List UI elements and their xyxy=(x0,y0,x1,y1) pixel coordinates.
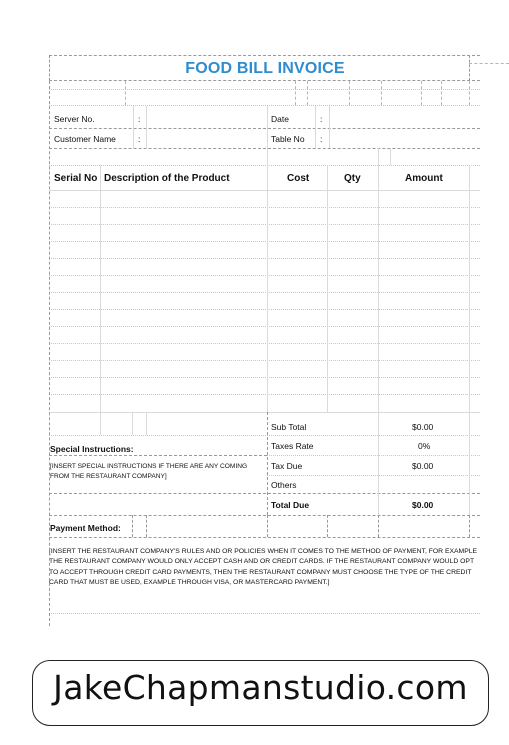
grid-line xyxy=(49,105,480,106)
column-qty: Qty xyxy=(344,173,361,184)
grid-line xyxy=(132,412,133,435)
table-row xyxy=(49,326,480,327)
grid-line xyxy=(146,106,147,148)
invoice-title: FOOD BILL INVOICE xyxy=(185,60,345,77)
customer-colon: : xyxy=(138,134,141,144)
grid-line xyxy=(469,515,470,537)
grid-line xyxy=(49,613,480,614)
invoice-sheet xyxy=(49,55,480,587)
grid-line xyxy=(49,190,480,191)
grid-line xyxy=(146,412,147,435)
table-row xyxy=(49,394,480,395)
column-amount: Amount xyxy=(405,173,443,184)
table-row xyxy=(49,207,480,208)
grid-line xyxy=(49,128,480,129)
table-row xyxy=(49,292,480,293)
grid-line xyxy=(267,515,268,537)
special-instructions-label: Special Instructions: xyxy=(50,444,134,454)
column-cost: Cost xyxy=(287,173,310,184)
others-label: Others xyxy=(271,480,297,490)
tax-due-value: $0.00 xyxy=(412,461,434,471)
grid-line xyxy=(49,165,480,166)
grid-line xyxy=(421,81,422,105)
grid-line xyxy=(100,165,101,412)
column-description: Description of the Product xyxy=(104,173,230,184)
sheet-left-border xyxy=(49,81,50,626)
watermark-box xyxy=(32,660,489,726)
grid-line xyxy=(125,81,126,105)
grid-line xyxy=(329,106,330,148)
table-row xyxy=(49,309,480,310)
table-row xyxy=(49,241,480,242)
grid-line xyxy=(49,455,267,456)
payment-method-label: Payment Method: xyxy=(50,523,121,533)
grid-line xyxy=(441,81,442,105)
server-colon: : xyxy=(138,114,141,124)
grid-line xyxy=(469,165,470,412)
grid-line xyxy=(267,148,268,165)
total-due-value: $0.00 xyxy=(412,500,434,510)
taxes-rate-value: 0% xyxy=(418,441,431,451)
date-label: Date xyxy=(271,114,289,124)
grid-line xyxy=(378,515,379,537)
grid-line xyxy=(267,106,268,148)
grid-line xyxy=(378,148,379,165)
grid-line xyxy=(132,515,133,537)
grid-line xyxy=(315,106,316,148)
title-divider xyxy=(469,55,470,81)
column-serial: Serial No xyxy=(54,173,98,184)
subtotal-value: $0.00 xyxy=(412,422,434,432)
grid-line xyxy=(133,106,134,148)
grid-line xyxy=(267,475,480,476)
grid-line xyxy=(49,493,480,494)
grid-line xyxy=(327,165,328,412)
grid-line xyxy=(49,148,480,149)
title-row xyxy=(49,55,480,81)
grid-line xyxy=(307,81,308,105)
grid-line xyxy=(327,515,328,537)
server-label: Server No. xyxy=(54,114,95,124)
grid-line xyxy=(469,81,470,105)
grid-line xyxy=(469,412,470,515)
taxes-rate-label: Taxes Rate xyxy=(271,441,314,451)
special-instructions-text: [INSERT SPECIAL INSTRUCTIONS IF THERE ARE ANY COMING FROM THE RESTAURANT COMPANY] xyxy=(50,463,248,480)
table-label: Table No xyxy=(271,134,305,144)
grid-line xyxy=(381,81,382,105)
grid-line xyxy=(100,412,101,435)
grid-line xyxy=(49,435,480,436)
subtotal-label: Sub Total xyxy=(271,422,307,432)
date-colon: : xyxy=(320,114,323,124)
table-row xyxy=(49,275,480,276)
watermark-text: JakeChapmanstudio.com xyxy=(53,668,468,707)
payment-policy-text: [INSERT THE RESTAURANT COMPANY'S RULES AND OR POLICIES WHEN IT COMES TO THE METHOD OF PAYMENT, FOR EXAMPLE THE RESTAURANT COMPANY WOULD ONLY ACCEPT CASH AND OR CREDIT CARDS. IF THE RESTAURANT COMPANY WOULD OPT TO ACCEPT THROUGH CREDIT CARD PAYMENTS, THEN THE RESTAURANT COMPANY MUST CHOOSE THE TYPE OF THE CREDIT CARD THAT MUST BE USED, EXAMPLE THROUGH VISA, OR MASTERCARD PAYMENT.] xyxy=(49,548,478,587)
table-row xyxy=(49,343,480,344)
table-row xyxy=(49,360,480,361)
total-due-label: Total Due xyxy=(271,500,310,510)
grid-line xyxy=(378,412,379,515)
table-row xyxy=(49,224,480,225)
grid-line xyxy=(267,455,480,456)
grid-line xyxy=(390,148,391,165)
grid-line xyxy=(49,537,480,538)
grid-line xyxy=(267,165,268,412)
table-row xyxy=(49,258,480,259)
grid-line xyxy=(378,165,379,412)
grid-line xyxy=(295,81,296,105)
grid-line xyxy=(49,515,480,516)
grid-line xyxy=(49,412,480,413)
customer-label: Customer Name xyxy=(54,134,116,144)
grid-line xyxy=(49,89,480,90)
grid-line xyxy=(267,412,268,515)
table-row xyxy=(49,377,480,378)
grid-line xyxy=(146,515,147,537)
table-colon: : xyxy=(320,134,323,144)
grid-line xyxy=(349,81,350,105)
title-extension-line xyxy=(469,63,509,64)
tax-due-label: Tax Due xyxy=(271,461,303,471)
